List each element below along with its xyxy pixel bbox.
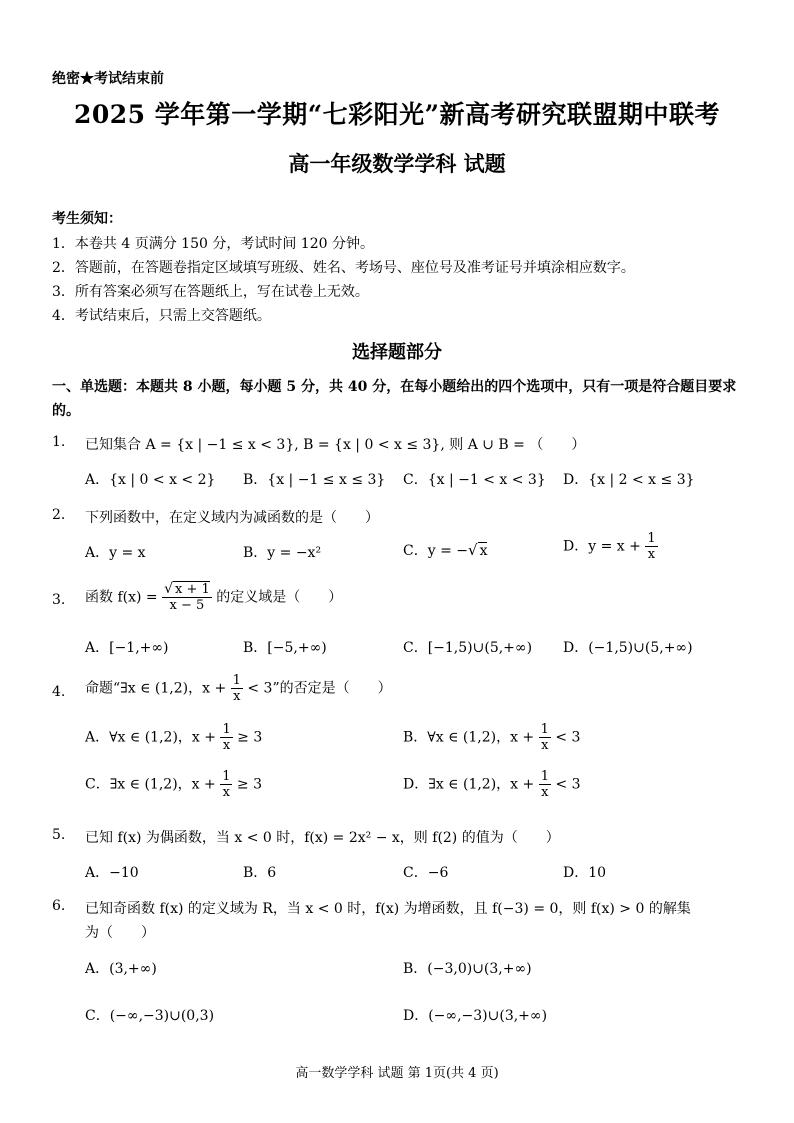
q3-post: 的定义域是（ ）	[216, 589, 343, 606]
question-5-text: 已知 f(x) 为偶函数，当 x < 0 时，f(x) = 2x² − x，则 f(2) 的值为（ ）	[85, 830, 560, 846]
notice-item: 3．所有答案必须写在答题纸上，写在试卷上无效。	[52, 284, 369, 300]
option-c-label: C．	[403, 543, 428, 559]
question-6-text-cont: 为（ ）	[85, 925, 155, 941]
fraction: $\frac{1}{x}$	[647, 531, 656, 562]
option-b: B．(−3,0)∪(3,+∞)	[403, 961, 532, 977]
confidential-label: 绝密★考试结束前	[52, 71, 164, 87]
notice-item: 4．考试结束后，只需上交答题纸。	[52, 308, 271, 324]
radicand: x	[479, 543, 488, 559]
notice-item: 2．答题前，在答题卷指定区域填写班级、姓名、考场号、座位号及准考证号并填涂相应数字。	[52, 260, 635, 276]
option-d	[563, 531, 658, 562]
option-a: A．{x | 0 < x < 2}	[85, 472, 216, 488]
option-d-label: D．	[563, 538, 589, 555]
option-b: B．6	[243, 865, 277, 881]
question-number: 1.	[52, 434, 66, 450]
option-c: C．{x | −1 < x < 3}	[403, 472, 546, 488]
option-a: A．∀x ∈ (1,2)，x + $\frac{1}{x}$ ≥ 3	[85, 722, 263, 753]
notice-item: 1．本卷共 4 页满分 150 分，考试时间 120 分钟。	[52, 236, 374, 252]
option-d: D．10	[563, 865, 607, 881]
option-c: C．∃x ∈ (1,2)，x + $\frac{1}{x}$ ≥ 3	[85, 769, 263, 800]
question-3-text	[85, 582, 342, 613]
option-c-expr: y = −	[427, 543, 468, 559]
question-number: 3.	[52, 592, 66, 608]
question-number: 4.	[52, 684, 66, 700]
option-d: D．(−1,5)∪(5,+∞)	[563, 640, 693, 656]
option-a: A．y = x	[85, 545, 146, 561]
option-b: B．∀x ∈ (1,2)，x + $\frac{1}{x}$ < 3	[403, 722, 581, 753]
option-a: A．−10	[85, 865, 139, 881]
option-a: A．(3,+∞)	[85, 961, 157, 977]
part-intro: 一、单选题：本题共 8 小题，每小题 5 分，共 40 分，在每小题给出的四个选项中，只有一项是符合题目要求的。	[52, 379, 737, 419]
page-footer: 高一数学学科 试题 第 1页(共 4 页)	[295, 1066, 499, 1081]
fraction: $\frac{1}{x}$	[232, 673, 241, 704]
fraction: $\frac{√ x + 1}{x - 5}$	[164, 581, 210, 613]
question-number: 5.	[52, 827, 66, 843]
option-d-expr: y = x +	[588, 538, 641, 555]
option-b: B．y = −x²	[243, 545, 322, 561]
option-d: D．(−∞,−3)∪(3,+∞)	[403, 1008, 548, 1024]
question-number: 2.	[52, 507, 66, 523]
option-c: C．−6	[403, 865, 449, 881]
question-4-text: 命题“∃x ∈ (1,2)，x + $\frac{1}{x}$ < 3”的否定是（ ）	[85, 673, 392, 704]
option-c: C．(−∞,−3)∪(0,3)	[85, 1008, 215, 1024]
option-d: D．∃x ∈ (1,2)，x + $\frac{1}{x}$ < 3	[403, 769, 581, 800]
section-title: 选择题部分	[352, 342, 442, 363]
question-2-text: 下列函数中，在定义域内为减函数的是（ ）	[85, 510, 379, 526]
q3-pre: 函数 f(x) =	[85, 589, 158, 606]
question-1-text: 已知集合 A = {x | −1 ≤ x < 3}, B = {x | 0 < x ≤ 3}, 则 A ∪ B = （ ）	[85, 437, 586, 453]
question-6-text: 已知奇函数 f(x) 的定义域为 R，当 x < 0 时，f(x) 为增函数，且 f(−3) = 0，则 f(x) > 0 的解集	[85, 901, 691, 917]
option-d: D．{x | 2 < x ≤ 3}	[563, 472, 695, 488]
option-b: B．[−5,+∞)	[243, 640, 327, 656]
exam-title: 2025 学年第一学期“七彩阳光”新高考研究联盟期中联考	[73, 100, 721, 129]
exam-subtitle: 高一年级数学学科 试题	[288, 151, 506, 176]
option-c: C．[−1,5)∪(5,+∞)	[403, 640, 533, 656]
option-c: C．y = −√ x	[403, 541, 488, 559]
question-number: 6.	[52, 898, 66, 914]
option-a: A．[−1,+∞)	[85, 640, 169, 656]
notice-title: 考生须知：	[52, 211, 122, 227]
option-b: B．{x | −1 ≤ x ≤ 3}	[243, 472, 386, 488]
